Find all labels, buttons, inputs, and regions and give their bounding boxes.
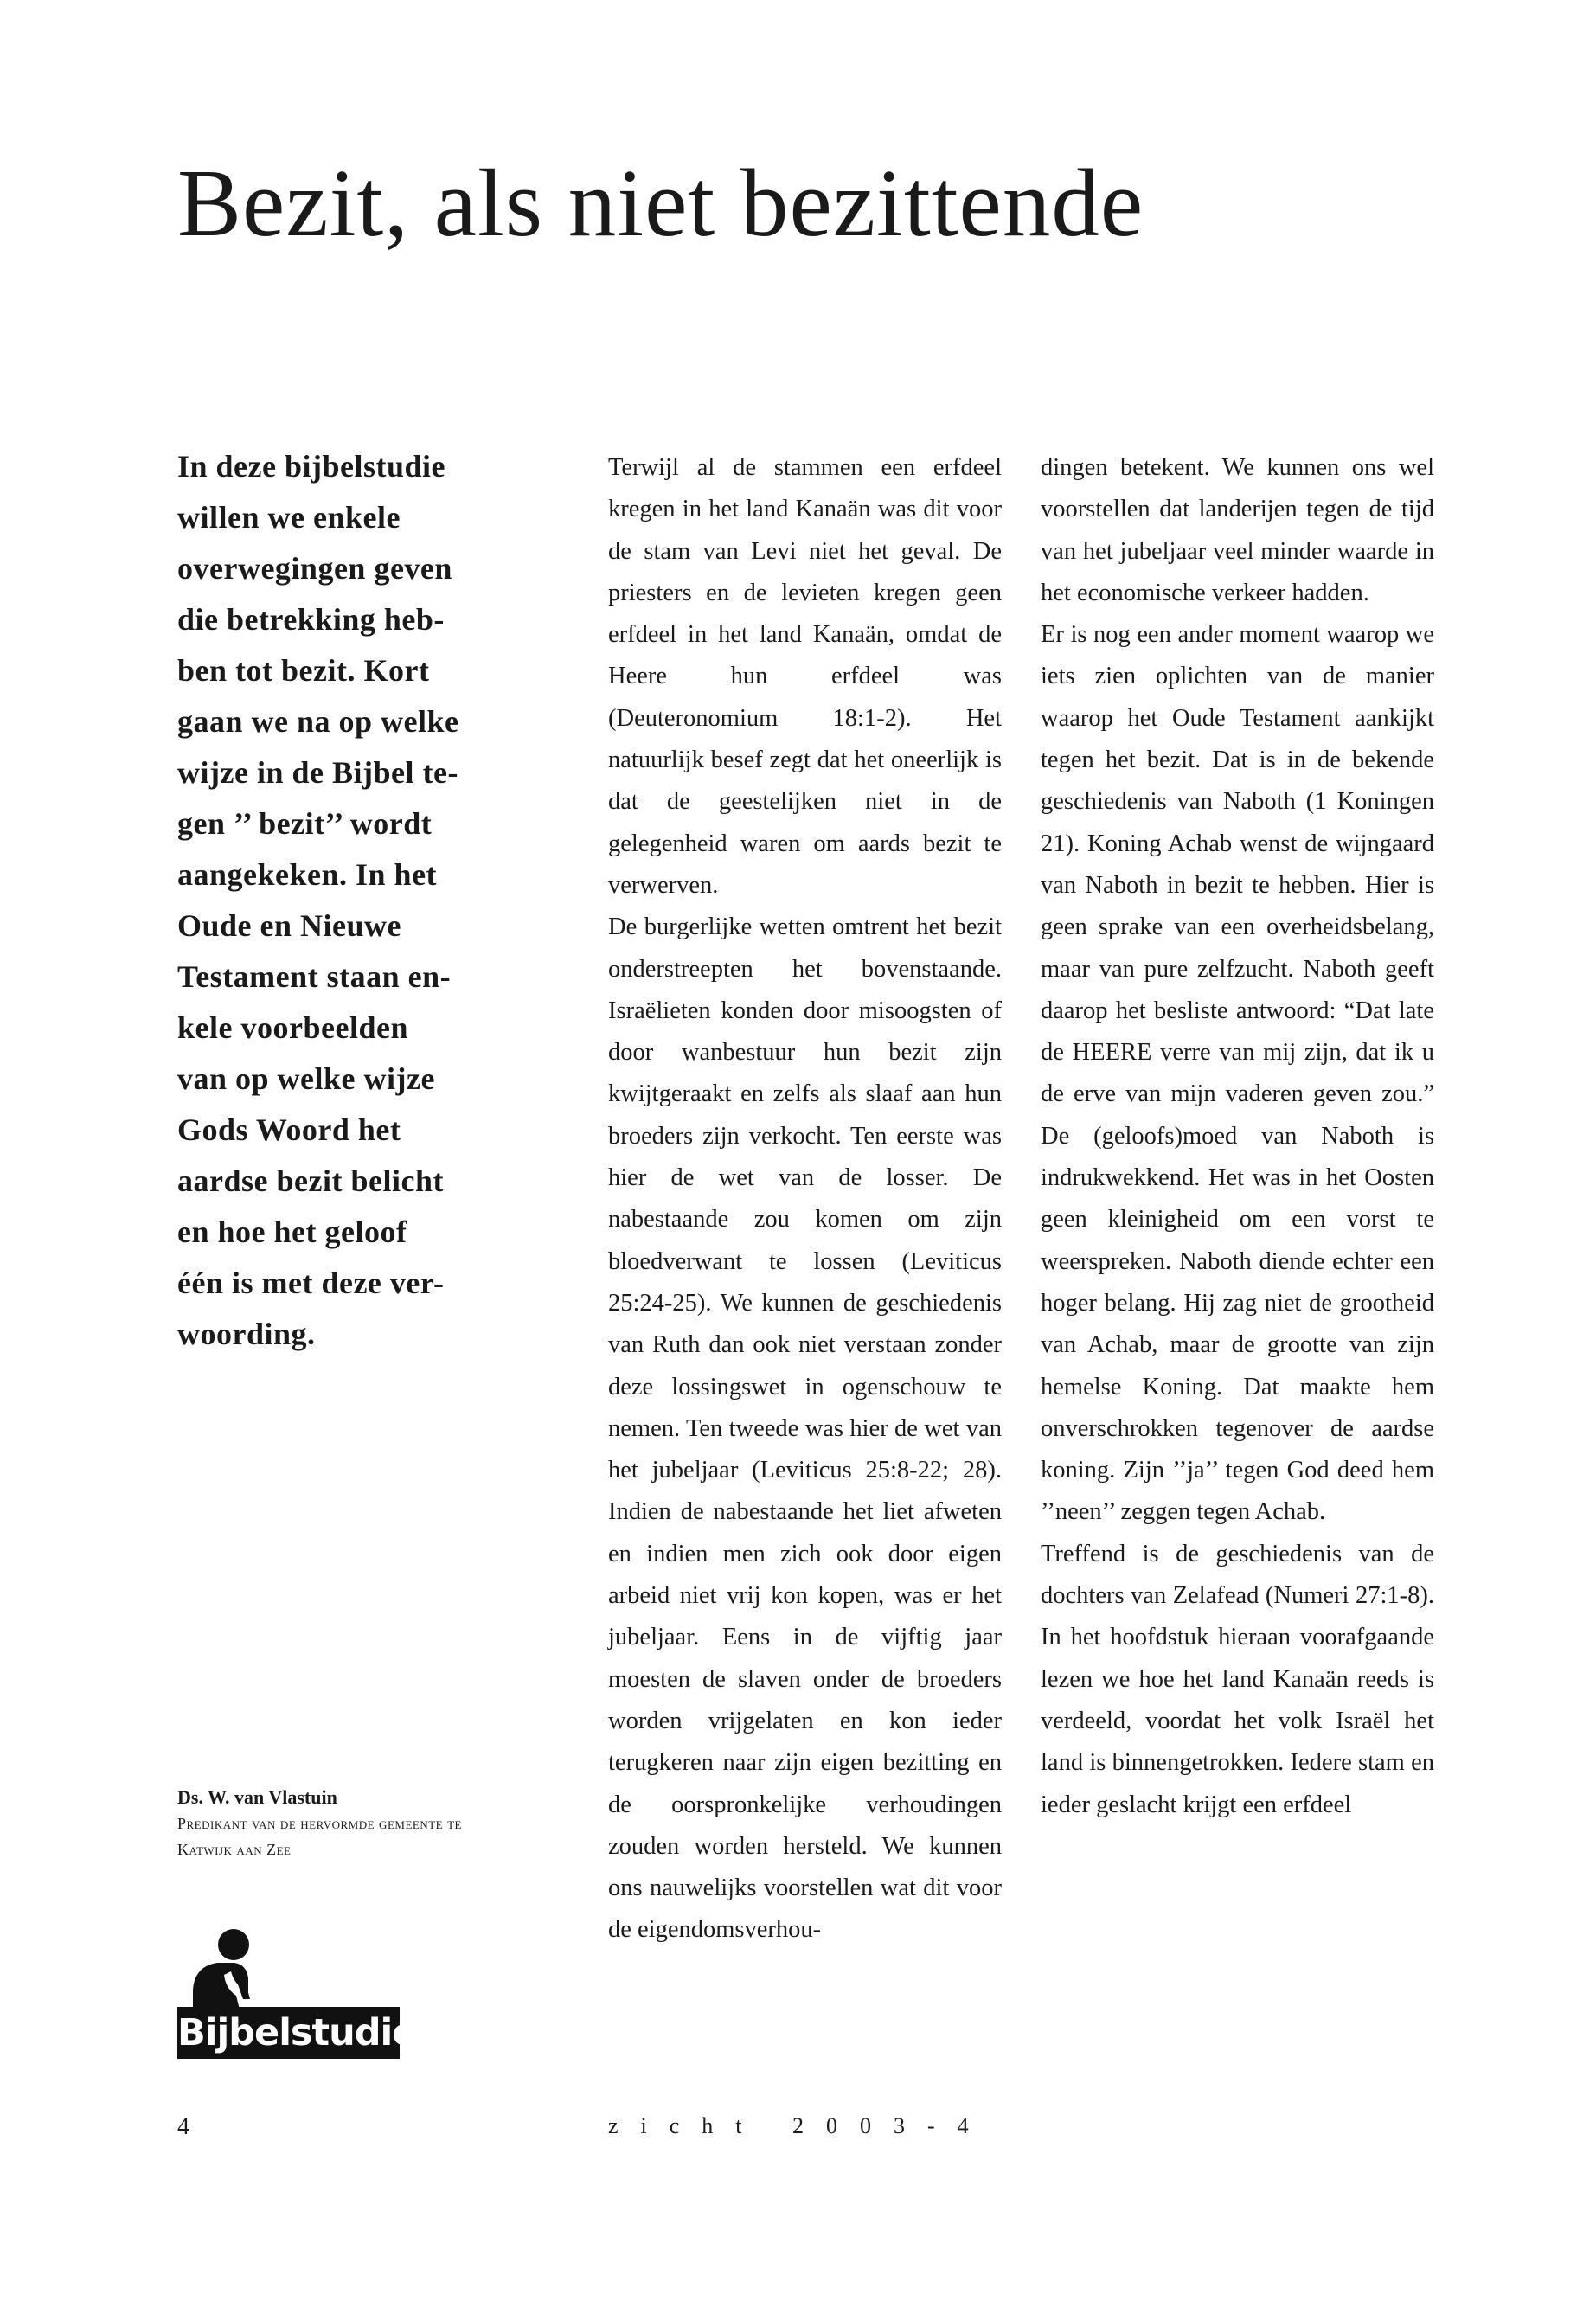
intro-line: Gods Woord het bbox=[177, 1112, 401, 1147]
intro-text bbox=[177, 441, 541, 1360]
intro-line: aardse bezit belicht bbox=[177, 1163, 444, 1198]
intro-line: aangekeken. In het bbox=[177, 857, 438, 892]
intro-line: ben tot bezit. Kort bbox=[177, 653, 430, 688]
intro-line: wijze in de Bijbel te- bbox=[177, 755, 458, 790]
paragraph: Treffend is de geschiedenis van de dochters van Zelafead (Numeri 27:1-8). In het hoofdstuk hieraan voorafgaande lezen we hoe het land Kanaän reeds is verdeeld, voordat het volk Israël het land is binnengetrokken. Iedere stam en ieder geslacht krijgt een erfdeel bbox=[1041, 1540, 1434, 1818]
intro-line: gen ’’ bezit’’ wordt bbox=[177, 806, 433, 841]
intro-line: Oude en Nieuwe bbox=[177, 908, 401, 943]
author-name: Ds. W. van Vlastuin bbox=[177, 1786, 337, 1808]
body-column-3 bbox=[1041, 447, 1434, 1826]
intro-line: en hoe het geloof bbox=[177, 1215, 407, 1249]
paragraph: dingen betekent. We kunnen ons wel voorstellen dat landerijen tegen de tijd van het jubeljaar veel minder waarde in het economische verkeer hadden. bbox=[1041, 454, 1434, 606]
author-role: Predikant van de hervormde gemeente te bbox=[177, 1815, 462, 1832]
intro-line: In deze bijbelstudie bbox=[177, 449, 446, 484]
author-block bbox=[177, 1785, 541, 1862]
intro-line: willen we enkele bbox=[177, 500, 401, 535]
thinking-figure-icon bbox=[177, 1925, 400, 2011]
paragraph: Terwijl al de stammen een erfdeel kregen in het land Kanaän was dit voor de stam van Levi niet het geval. De priesters en de levieten kregen geen erfdeel in het land Kanaän, omdat de Heere hun erfdeel was (Deuteronomium 18:1-2). Het natuurlijk besef zegt dat het oneerlijk is dat de geestelijken niet in de gelegenheid waren om aards bezit te verwerven. bbox=[608, 454, 1002, 899]
intro-line: die betrekking heb- bbox=[177, 602, 445, 637]
article-title: Bezit, als niet bezittende bbox=[177, 151, 1144, 257]
intro-line: van op welke wijze bbox=[177, 1061, 435, 1096]
intro-line: gaan we na op welke bbox=[177, 704, 459, 739]
intro-line: woording. bbox=[177, 1317, 316, 1351]
intro-line: één is met deze ver- bbox=[177, 1266, 445, 1300]
logo-label: Bijbelstudie bbox=[177, 2007, 400, 2059]
author-role: Katwijk aan Zee bbox=[177, 1841, 292, 1858]
page-number: 4 bbox=[177, 2113, 189, 2140]
paragraph: Er is nog een ander moment waarop we iets zien oplichten van de manier waarop het Oude Testament aankijkt tegen het bezit. Dat is in de bekende geschiedenis van Naboth (1 Koningen 21). Koning Achab wenst de wijngaard van Naboth in bezit te hebben. Hier is geen sprake van een overheidsbelang, maar van pure zelfzucht. Naboth geeft daarop het besliste antwoord: “Dat late de HEERE verre van mij zijn, dat ik u de erve van mijn vaderen geven zou.” De (geloofs)moed van Naboth is indrukwekkend. Het was in het Oosten geen kleinigheid om een vorst te weerspreken. Naboth diende echter een hoger belang. Hij zag niet de grootheid van Achab, maar de grootte van zijn hemelse Koning. Dat maakte hem onverschrokken tegenover de aardse koning. Zijn ’’ja’’ tegen God deed hem ’’neen’’ zeggen tegen Achab. bbox=[1041, 621, 1434, 1526]
body-column-2 bbox=[608, 447, 1002, 1952]
bijbelstudie-logo bbox=[177, 1925, 417, 2059]
intro-line: overwegingen geven bbox=[177, 551, 452, 586]
intro-line: kele voorbeelden bbox=[177, 1010, 408, 1045]
journal-name: zicht 2003-4 bbox=[608, 2113, 991, 2138]
paragraph: De burgerlijke wetten omtrent het bezit onderstreepten het bovenstaande. Israëlieten konden door misoogsten of door wanbestuur hun bezit zijn kwijtgeraakt en zelfs als slaaf aan hun broeders zijn verkocht. Ten eerste was hier de wet van de losser. De nabestaande zou komen om zijn bloedverwant te lossen (Leviticus 25:24-25). We kunnen de geschiedenis van Ruth dan ook niet verstaan zonder deze lossingswet in ogenschouw te nemen. Ten tweede was hier de wet van het jubeljaar (Leviticus 25:8-22; 28). Indien de nabestaande het liet afweten en indien men zich ook door eigen arbeid niet vrij kon kopen, was er het jubeljaar. Eens in de vijftig jaar moesten de slaven onder de broeders worden vrijgelaten en kon ieder terugkeren naar zijn eigen bezitting en de oorspronkelijke verhoudingen zouden worden hersteld. We kunnen ons nauwelijks voorstellen wat dit voor de eigendomsverhou- bbox=[608, 913, 1002, 1944]
intro-line: Testament staan en- bbox=[177, 959, 452, 994]
